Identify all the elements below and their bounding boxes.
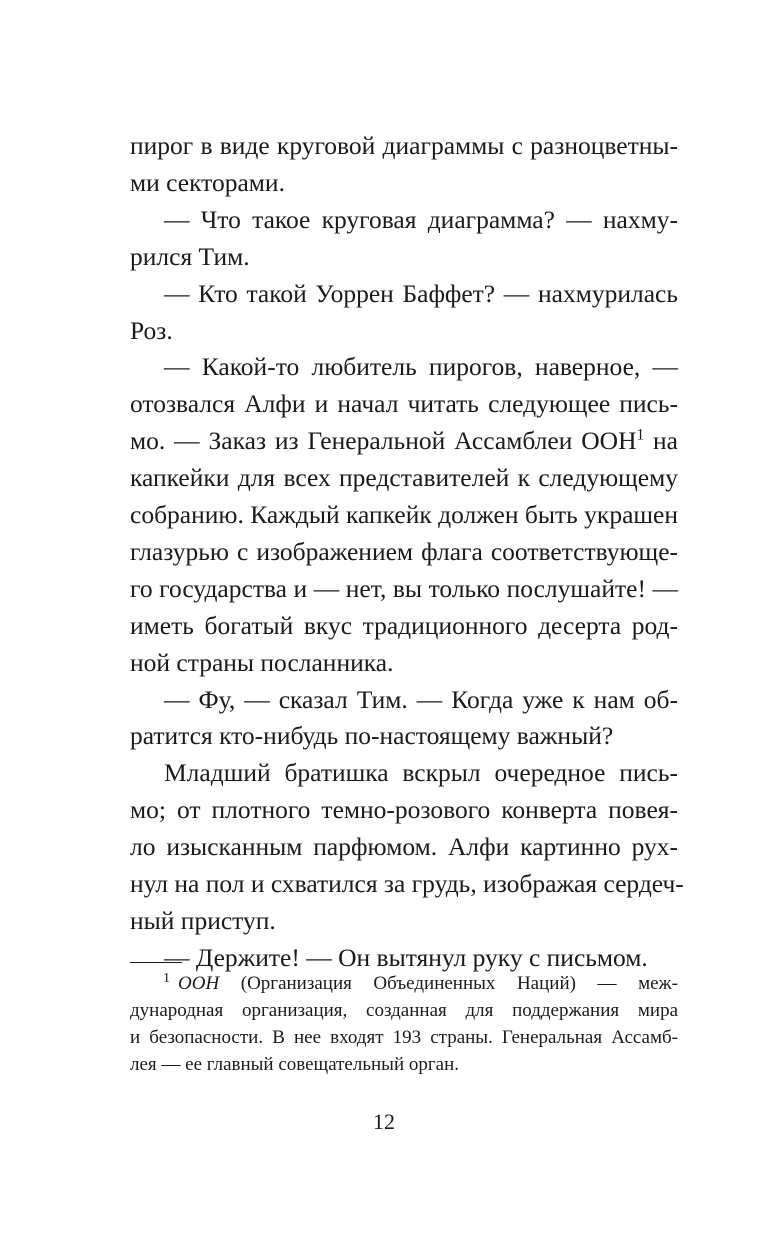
text-line: — Что такое круговая диаграмма? — нахму- [164,205,678,234]
footnote-line [163,970,678,997]
text-fragment: на [644,426,679,455]
footnote-line: лея — ее главный совещательный орган. [130,1054,460,1075]
text-line: капкейки для всех представителей к следующему [130,463,678,492]
text-line: нул на пол и схватился за грудь, изображая сердеч- [130,869,684,898]
text-line: Роз. [130,316,173,345]
text-line: го государства и — нет, вы только послушайте! — [130,574,678,603]
text-line: отозвался Алфи и начал читать следующее пись- [130,389,678,418]
footnote-number: 1 [163,970,170,986]
text-line: пирог в виде круговой диаграммы с разноцветны- [130,131,678,160]
text-line: ратится кто-нибудь по-настоящему важный? [130,721,614,750]
text-line: — Фу, — сказал Тим. — Когда уже к нам об- [164,685,678,714]
footnote-reference[interactable]: 1 [636,426,645,444]
text-line: — Кто такой Уоррен Баффет? — нахмурилась [164,279,678,308]
text-line: собранию. Каждый капкейк должен быть украшен [130,500,678,529]
text-line: ло изысканным парфюмом. Алфи картинно рух- [130,832,678,861]
footnote-term: ООН [178,973,220,994]
text-line: ный приступ. [130,906,276,935]
text-line: мо; от плотного темно-розового конверта повея- [130,795,678,824]
page-number: 12 [373,1109,395,1134]
footnote-text: (Организация Объединенных Наций) — меж- [219,973,678,994]
text-line: — Держите! — Он вытянул руку с письмом. [164,943,648,972]
text-line: глазурью с изображением флага соответствующе- [130,537,678,566]
text-line: — Какой-то любитель пирогов, наверное, — [164,352,678,381]
text-line: иметь богатый вкус традиционного десерта род- [130,611,678,640]
footnote-line: и безопасности. В нее входят 193 страны. Генеральная Ассамб- [130,1027,678,1048]
footnote-separator [130,962,182,963]
text-line-with-footnote-ref [130,426,678,456]
footnote-line: дународная организация, созданная для поддержания мира [130,1000,678,1021]
text-line: Младший братишка вскрыл очередное пись- [164,758,678,787]
text-line: ми секторами. [130,168,285,197]
text-line: ной страны посланника. [130,648,394,677]
text-fragment: мо. — Заказ из Генеральной Ассамблеи ООН [130,426,637,455]
text-line: рился Тим. [130,242,250,271]
